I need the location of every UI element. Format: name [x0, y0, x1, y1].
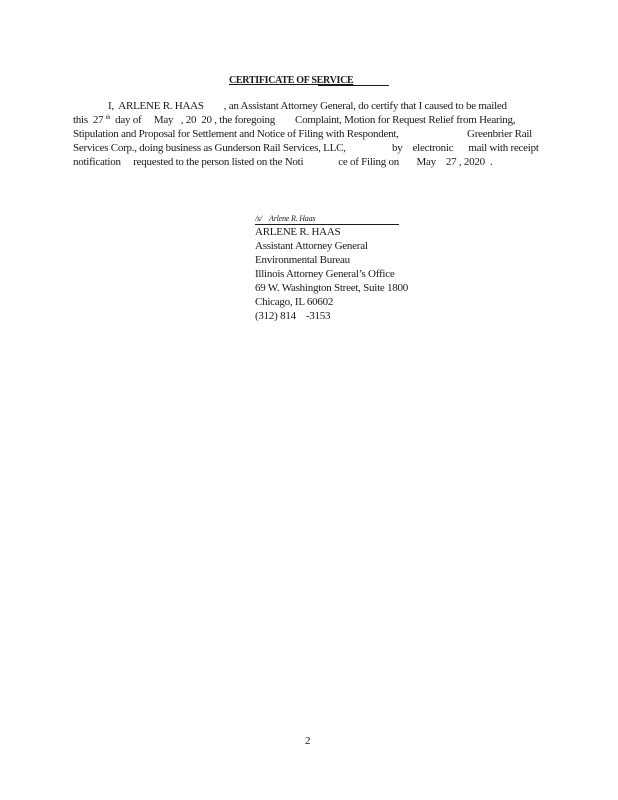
body-line-4-right: by electronic mail with receipt — [392, 142, 539, 154]
signer-office: Illinois Attorney General’s Office — [255, 268, 395, 280]
certificate-title: CERTIFICATE OF SERVICE — [229, 75, 354, 86]
ordinal-suffix: th — [105, 115, 111, 121]
signer-name: ARLENE R. HAAS — [255, 226, 341, 238]
signature-rule — [255, 224, 399, 225]
body-line-1: I, ARLENE R. HAAS , an Assistant Attorney General, do certify that I caused to be mailed — [108, 100, 507, 112]
body-line-2-end: day of May , 20 20 , the foregoing Complaint, Motion for Request Relief from Hearing, — [110, 114, 516, 126]
signer-phone: (312) 814 -3153 — [255, 310, 331, 322]
electronic-signature: /s/ Arlene R. Haas — [255, 214, 316, 223]
body-line-4: Services Corp., doing business as Gunderson Rail Services, LLC, — [73, 142, 346, 154]
title-underline-rule — [318, 85, 389, 86]
signer-title: Assistant Attorney General — [255, 240, 368, 252]
body-line-3: Stipulation and Proposal for Settlement and Notice of Filing with Respondent, — [73, 128, 399, 140]
signer-city: Chicago, IL 60602 — [255, 296, 334, 308]
signer-street: 69 W. Washington Street, Suite 1800 — [255, 282, 409, 294]
body-line-3-right: Greenbrier Rail — [467, 128, 532, 140]
page-number: 2 — [305, 735, 311, 747]
body-line-5: notification requested to the person listed on the Noti ce of Filing on May 27 , 2020 . — [73, 156, 493, 168]
body-line-2-start: this 27 — [73, 114, 106, 126]
signer-bureau: Environmental Bureau — [255, 254, 350, 266]
body-line-2 — [73, 115, 515, 126]
